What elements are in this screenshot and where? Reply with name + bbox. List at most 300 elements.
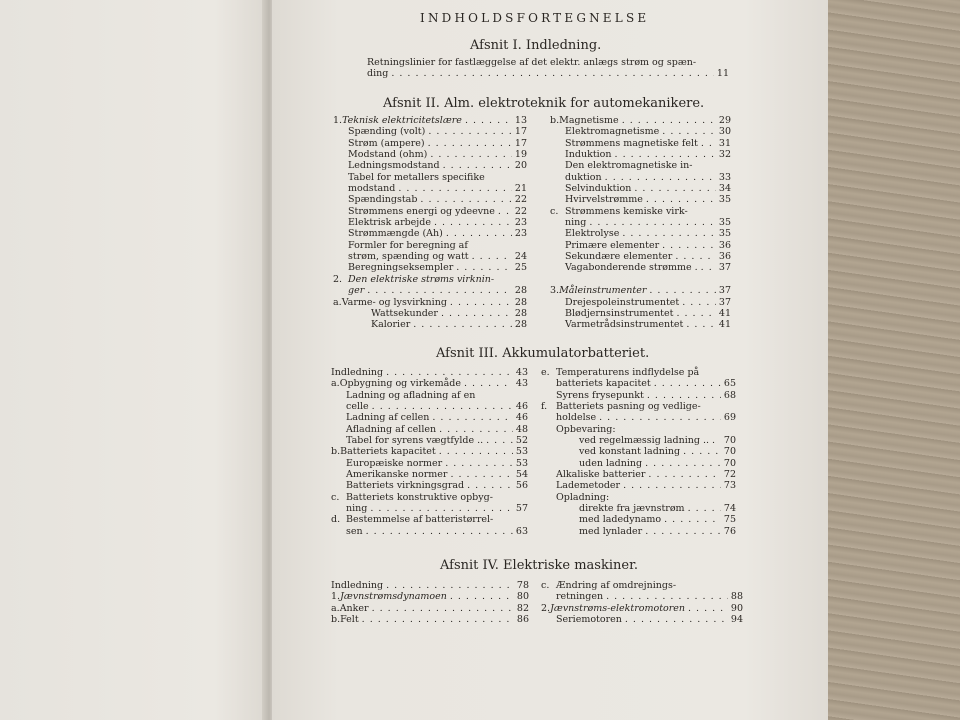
toc-entry-page: 17: [514, 126, 527, 138]
toc-entry: [550, 149, 731, 160]
toc-entry-number: 1.: [331, 591, 341, 603]
toc-entry: [550, 194, 731, 205]
toc-entry-page: 43: [515, 378, 528, 390]
toc-leader-dots: [625, 614, 728, 625]
toc-entry-number: e.: [541, 367, 550, 378]
toc-entry-title: Primære elementer: [565, 239, 660, 251]
toc-entry-title: Ændring af omdrejnings-: [556, 580, 677, 591]
toc-entry: [541, 367, 736, 378]
toc-entry-number: 3.: [550, 285, 560, 297]
toc-leader-dots: [701, 262, 716, 273]
toc-entry-number: a.: [333, 296, 342, 308]
toc-leader-dots: [589, 217, 716, 228]
toc-entry: [541, 458, 736, 469]
toc-entry-title: Strømmens kemiske virk-: [565, 205, 688, 217]
toc-leader-dots: [688, 503, 721, 514]
toc-leader-dots: [712, 435, 721, 446]
toc-col: [550, 115, 731, 331]
toc-leader-dots: [450, 591, 514, 602]
toc-entry: [550, 228, 731, 239]
toc-entry: [541, 492, 736, 503]
toc-entry: [331, 390, 528, 401]
toc-entry-title: Batteriets virkningsgrad: [346, 480, 465, 492]
toc-entry: [333, 240, 527, 251]
toc-entry-page: 36: [718, 251, 731, 263]
toc-entry-title: Wattsekunder: [371, 307, 438, 319]
intro-line-1: Retningslinier for fastlæggelse af det elektr. anlægs strøm og spæn-: [367, 57, 697, 68]
toc-entry: [331, 435, 528, 446]
toc-leader-dots: [441, 308, 512, 319]
toc-entry-number: b.: [550, 115, 560, 126]
toc-entry-title: Varmetrådsinstrumentet: [565, 319, 684, 331]
toc-entry-page: 70: [723, 446, 736, 458]
toc-entry-page: 37: [718, 285, 731, 297]
toc-entry: [550, 262, 731, 273]
toc-entry-title: ger: [348, 285, 365, 297]
toc-entry: [331, 446, 528, 457]
toc-leader-dots: [682, 297, 716, 308]
toc-entry-title: ning: [346, 503, 368, 515]
toc-entry-title: Formler for beregning af: [348, 239, 468, 251]
toc-entry-page: 46: [515, 412, 528, 424]
toc-entry-title: Alkaliske batterier: [556, 469, 646, 481]
toc-entry: [331, 412, 528, 423]
toc-entry: [550, 172, 731, 183]
toc-entry-page: 72: [723, 469, 736, 481]
toc-entry: [541, 614, 743, 625]
toc-entry-page: 53: [515, 457, 528, 469]
toc-leader-dots: [599, 412, 721, 423]
toc-entry-number: 1.: [333, 115, 343, 126]
toc-entry-title: uden ladning: [579, 457, 643, 469]
toc-leader-dots: [372, 603, 514, 614]
toc-entry: [550, 206, 731, 217]
toc-leader-dots: [443, 160, 512, 171]
toc-entry: [333, 183, 527, 194]
section-4-heading: Afsnit IV. Elektriske maskiner.: [440, 558, 639, 573]
intro-page: 11: [716, 68, 729, 80]
toc-entry-title: modstand: [348, 183, 396, 195]
toc-entry: [333, 262, 527, 273]
intro-line-2: ding: [367, 68, 389, 80]
toc-leader-dots: [649, 285, 716, 296]
toc-entry-title: Elektrolyse: [565, 228, 620, 240]
toc-entry: [541, 514, 736, 525]
toc-leader-dots: [486, 435, 513, 446]
toc-entry-title: med ladedynamo: [579, 514, 662, 526]
toc-entry: [331, 503, 528, 514]
toc-entry-title: Indledning: [331, 580, 384, 591]
toc-leader-dots: [686, 319, 716, 330]
toc-entry-page: 48: [515, 423, 528, 435]
toc-entry-page: 35: [718, 228, 731, 240]
toc-entry: [331, 603, 529, 614]
toc-entry-title: Lademetoder: [556, 480, 621, 492]
toc-entry-page: 23: [514, 217, 527, 229]
toc-entry-title: strøm, spænding og watt: [348, 251, 469, 263]
toc-entry-page: 78: [516, 580, 529, 591]
toc-entry-page: 68: [723, 389, 736, 401]
toc-spacer: [550, 274, 731, 285]
toc-entry: [541, 580, 743, 591]
section-2-heading: Afsnit II. Alm. elektroteknik for automekanikere.: [383, 96, 705, 111]
toc-entry: [331, 401, 528, 412]
toc-entry: [550, 217, 731, 228]
toc-leader-dots: [606, 591, 728, 602]
toc-leader-dots: [413, 319, 512, 330]
toc-entry-title: duktion: [565, 171, 602, 183]
toc-entry-title: Afladning af cellen: [346, 423, 437, 435]
toc-entry-page: 28: [514, 296, 527, 308]
toc-col: [541, 367, 736, 537]
toc-entry: [541, 412, 736, 423]
toc-entry-title: Batteriets konstruktive opbyg-: [346, 491, 493, 503]
toc-entry-title: Felt: [340, 614, 359, 626]
toc-entry-title: Induktion: [565, 149, 612, 161]
toc-entry: [331, 514, 528, 525]
toc-entry-title: Opbevaring:: [556, 423, 616, 435]
toc-entry-title: Spænding (volt): [348, 126, 426, 138]
toc-entry-number: c.: [541, 580, 550, 591]
toc-entry-title: Drejespoleinstrumentet: [565, 296, 680, 308]
toc-entry-page: 46: [515, 401, 528, 413]
toc-leader-dots: [450, 297, 512, 308]
toc-entry: [333, 194, 527, 205]
toc-entry-title: Selvinduktion: [565, 183, 632, 195]
toc-leader-dots: [428, 138, 512, 149]
toc-entry-page: 54: [515, 469, 528, 481]
toc-entry-title: Batteriets pasning og vedlige-: [556, 401, 701, 413]
toc-leader-dots: [465, 115, 512, 126]
toc-entry-title: Syrens frysepunkt: [556, 389, 644, 401]
toc-entry-page: 90: [730, 602, 743, 614]
toc-leader-dots: [688, 603, 728, 614]
toc-entry-page: 82: [516, 602, 529, 614]
toc-entry-page: 88: [730, 591, 743, 603]
toc-entry-page: 70: [723, 435, 736, 447]
toc-entry: [541, 603, 743, 614]
toc-leader-dots: [420, 194, 512, 205]
toc-leader-dots: [467, 480, 513, 491]
toc-leader-dots: [645, 458, 721, 469]
toc-col: [541, 580, 743, 625]
toc-leader-dots: [622, 115, 716, 126]
toc-entry-number: a.: [331, 602, 340, 614]
toc-leader-dots: [645, 526, 721, 537]
toc-entry-title: Amerikanske normer: [346, 469, 448, 481]
toc-entry-page: 30: [718, 126, 731, 138]
toc-entry-title: Strøm (ampere): [348, 137, 425, 149]
toc-entry: [550, 240, 731, 251]
toc-entry-title: Kalorier: [371, 319, 411, 331]
toc-entry-title: med lynlader: [579, 525, 643, 537]
toc-entry: [541, 591, 743, 602]
toc-entry-title: Strømmens energi og ydeevne: [348, 205, 495, 217]
toc-entry: [541, 390, 736, 401]
toc-entry: [550, 160, 731, 171]
toc-leader-dots: [430, 149, 512, 160]
toc-entry-title: batteriets kapacitet: [556, 378, 651, 390]
toc-entry: [333, 217, 527, 228]
toc-entry-page: 33: [718, 171, 731, 183]
toc-leader-dots: [366, 526, 513, 537]
toc-entry-number: b.: [331, 446, 341, 458]
toc-entry: [331, 614, 529, 625]
toc-entry-title: Batteriets kapacitet: [340, 446, 436, 458]
toc-entry: [331, 458, 528, 469]
toc-leader-dots: [428, 126, 512, 137]
section-3-heading: Afsnit III. Akkumulatorbatteriet.: [436, 346, 650, 361]
toc-entry: [331, 480, 528, 491]
toc-entry-page: 34: [718, 183, 731, 195]
toc-entry: [333, 285, 527, 296]
toc-entry-page: 21: [514, 183, 527, 195]
toc-entry-number: d.: [331, 514, 341, 526]
toc-entry-page: 28: [514, 285, 527, 297]
toc-entry-number: c.: [550, 205, 559, 217]
toc-entry-page: 31: [718, 137, 731, 149]
toc-entry-title: holdelse: [556, 412, 597, 424]
toc-entry-title: ved konstant ladning: [579, 446, 681, 458]
toc-entry: [550, 297, 731, 308]
toc-entry-page: 86: [516, 614, 529, 626]
toc-leader-dots: [362, 614, 514, 625]
toc-entry-page: 35: [718, 217, 731, 229]
toc-entry: [541, 503, 736, 514]
toc-entry-page: 13: [514, 115, 527, 126]
toc-leader-dots: [615, 149, 716, 160]
toc-leader-dots: [370, 503, 513, 514]
toc-entry: [550, 308, 731, 319]
toc-entry-title: Sekundære elementer: [565, 251, 673, 263]
toc-entry-page: 19: [514, 149, 527, 161]
section-1-heading: Afsnit I. Indledning.: [470, 38, 602, 53]
toc-entry-title: Europæiske normer: [346, 457, 443, 469]
toc-col: [333, 115, 527, 331]
toc-entry-page: 35: [718, 194, 731, 206]
toc-leader-dots: [648, 469, 720, 480]
toc-entry-number: b.: [331, 614, 341, 626]
toc-entry-title: Beregningseksempler: [348, 262, 454, 274]
toc-entry-page: 23: [514, 228, 527, 240]
left-page: [0, 0, 268, 720]
toc-leader-dots: [675, 251, 716, 262]
toc-leader-dots: [367, 285, 512, 296]
toc-entry-title: Modstand (ohm): [348, 149, 428, 161]
toc-leader-dots: [701, 138, 716, 149]
toc-entry-page: 56: [515, 480, 528, 492]
toc-entry: [331, 469, 528, 480]
toc-entry-title: Opbygning og virkemåde: [339, 378, 461, 390]
toc-leader-dots: [456, 262, 512, 273]
toc-leader-dots: [676, 308, 715, 319]
toc-entry-title: Seriemotoren: [556, 614, 622, 626]
toc-entry: [331, 378, 528, 389]
section-1-intro: [367, 57, 729, 80]
toc-leader-dots: [386, 367, 513, 378]
toc-entry-title: Blødjernsinstrumentet: [565, 307, 674, 319]
toc-entry-number: a.: [331, 378, 340, 390]
toc-leader-dots: [646, 194, 716, 205]
toc-entry: [333, 206, 527, 217]
toc-leader-dots: [472, 251, 512, 262]
toc-entry: [541, 378, 736, 389]
toc-entry: [333, 126, 527, 137]
toc-entry-title: ved regelmæssig ladning ..: [579, 435, 710, 447]
toc-leader-dots: [434, 217, 512, 228]
toc-entry-title: Tabel for metallers specifike: [348, 171, 485, 183]
toc-entry-number: f.: [541, 401, 548, 413]
toc-entry-title: Ladning af cellen: [346, 412, 430, 424]
toc-leader-dots: [464, 378, 513, 389]
toc-entry-page: 80: [516, 591, 529, 603]
toc-entry-title: Bestemmelse af batteristørrel-: [346, 514, 494, 526]
toc-entry: [333, 308, 527, 319]
toc-leader-dots: [386, 580, 514, 591]
toc-entry-title: Opladning:: [556, 491, 610, 503]
toc-entry-title: Varme- og lysvirkning: [341, 296, 447, 308]
toc-leader-dots: [498, 206, 512, 217]
toc-leader-dots: [664, 514, 721, 525]
toc-leader-dots: [446, 228, 512, 239]
toc-entry-page: 76: [723, 525, 736, 537]
toc-entry: [333, 251, 527, 262]
toc-leader-dots: [623, 480, 721, 491]
toc-entry-page: 41: [718, 307, 731, 319]
toc-entry-title: Den elektriske strøms virknin-: [348, 273, 495, 285]
toc-entry-page: 52: [515, 435, 528, 447]
toc-leader-dots: [605, 172, 716, 183]
toc-entry: [541, 480, 736, 491]
toc-entry: [333, 149, 527, 160]
toc-leader-dots: [450, 469, 512, 480]
toc-entry-title: Elektrisk arbejde: [348, 217, 431, 229]
toc-entry-title: Magnetisme: [559, 115, 619, 126]
toc-entry: [333, 319, 527, 330]
toc-entry: [550, 285, 731, 296]
toc-entry: [550, 319, 731, 330]
toc-entry-number: c.: [331, 491, 340, 503]
toc-entry-page: 41: [718, 319, 731, 331]
toc-entry-title: Ledningsmodstand: [348, 160, 440, 172]
toc-entry-page: 22: [514, 194, 527, 206]
toc-entry: [331, 492, 528, 503]
toc-entry-title: retningen: [556, 591, 604, 603]
toc-entry-page: 73: [723, 480, 736, 492]
toc-entry-title: Spændingstab: [348, 194, 418, 206]
toc-entry: [541, 469, 736, 480]
toc-leader-dots: [432, 412, 513, 423]
toc-leader-dots: [372, 401, 513, 412]
toc-entry: [550, 126, 731, 137]
toc-entry-page: 69: [723, 412, 736, 424]
toc-entry: [550, 138, 731, 149]
toc-entry-page: 25: [514, 262, 527, 274]
toc-entry-page: 28: [514, 307, 527, 319]
toc-entry: [333, 274, 527, 285]
toc-entry-page: 57: [515, 503, 528, 515]
toc-entry-page: 75: [723, 514, 736, 526]
toc-entry-page: 37: [718, 262, 731, 274]
toc-entry-title: Jævnstrøms-elektromotoren: [550, 602, 686, 614]
toc-leader-dots: [398, 183, 512, 194]
toc-entry-title: Vagabonderende strømme .: [565, 262, 698, 274]
toc-leader-dots: [445, 458, 513, 469]
toc-entry-title: Temperaturens indflydelse på: [556, 367, 700, 378]
toc-entry-title: Anker: [339, 602, 369, 614]
toc-entry: [333, 115, 527, 126]
toc-entry-title: ning: [565, 217, 587, 229]
toc-entry-title: sen: [346, 525, 363, 537]
toc-leader-dots: [634, 183, 716, 194]
toc-entry-page: 70: [723, 457, 736, 469]
toc-entry: [541, 435, 736, 446]
toc-entry-page: 17: [514, 137, 527, 149]
toc-entry-page: 37: [718, 296, 731, 308]
toc-col: [331, 580, 529, 625]
toc-entry: [333, 228, 527, 239]
toc-entry: [331, 580, 529, 591]
toc-leader-dots: [662, 240, 716, 251]
toc-entry-title: direkte fra jævnstrøm: [579, 503, 685, 515]
toc-entry: [541, 401, 736, 412]
toc-leader-dots: [439, 424, 513, 435]
toc-entry: [333, 138, 527, 149]
toc-entry: [331, 591, 529, 602]
toc-entry-page: 36: [718, 239, 731, 251]
toc-entry-title: Strømmens magnetiske felt: [565, 137, 698, 149]
toc-entry-page: 20: [514, 160, 527, 172]
toc-entry: [550, 183, 731, 194]
toc-entry: [331, 424, 528, 435]
toc-entry: [331, 526, 528, 537]
toc-entry: [541, 526, 736, 537]
page-title: INDHOLDSFORTEGNELSE: [420, 11, 650, 25]
toc-entry-title: Strømmængde (Ah): [348, 228, 443, 240]
toc-entry: [541, 446, 736, 457]
toc-leader-dots: [683, 446, 721, 457]
toc-entry-title: Måleinstrumenter: [559, 285, 647, 297]
toc-entry-title: Hvirvelstrømme: [565, 194, 643, 206]
toc-entry-page: 24: [514, 251, 527, 263]
toc-entry-page: 94: [730, 614, 743, 626]
toc-entry-page: 63: [515, 525, 528, 537]
toc-entry-title: Den elektromagnetiske in-: [565, 160, 693, 172]
toc-entry-page: 65: [723, 378, 736, 390]
toc-entry-page: 32: [718, 149, 731, 161]
toc-entry: [541, 424, 736, 435]
toc-entry-title: Elektromagnetisme: [565, 126, 660, 138]
toc-entry-title: Teknisk elektricitetslære: [342, 115, 462, 126]
toc-leader-dots: [647, 390, 721, 401]
toc-entry-title: celle: [346, 401, 369, 413]
toc-entry: [333, 172, 527, 183]
toc-entry-title: Jævnstrømsdynamoen: [340, 591, 447, 603]
toc-leader-dots: [622, 228, 716, 239]
toc-entry-title: Ladning og afladning af en: [346, 389, 476, 401]
toc-entry-number: 2.: [541, 602, 551, 614]
toc-entry-title: Tabel for syrens vægtfylde ..: [346, 435, 484, 447]
toc-entry-number: 2.: [333, 273, 343, 285]
toc-entry: [550, 115, 731, 126]
toc-entry: [333, 297, 527, 308]
toc-entry: [331, 367, 528, 378]
toc-entry-page: 74: [723, 503, 736, 515]
toc-leader-dots: [439, 446, 513, 457]
toc-entry-page: 28: [514, 319, 527, 331]
toc-leader-dots: [654, 378, 721, 389]
toc-entry-page: 22: [514, 205, 527, 217]
